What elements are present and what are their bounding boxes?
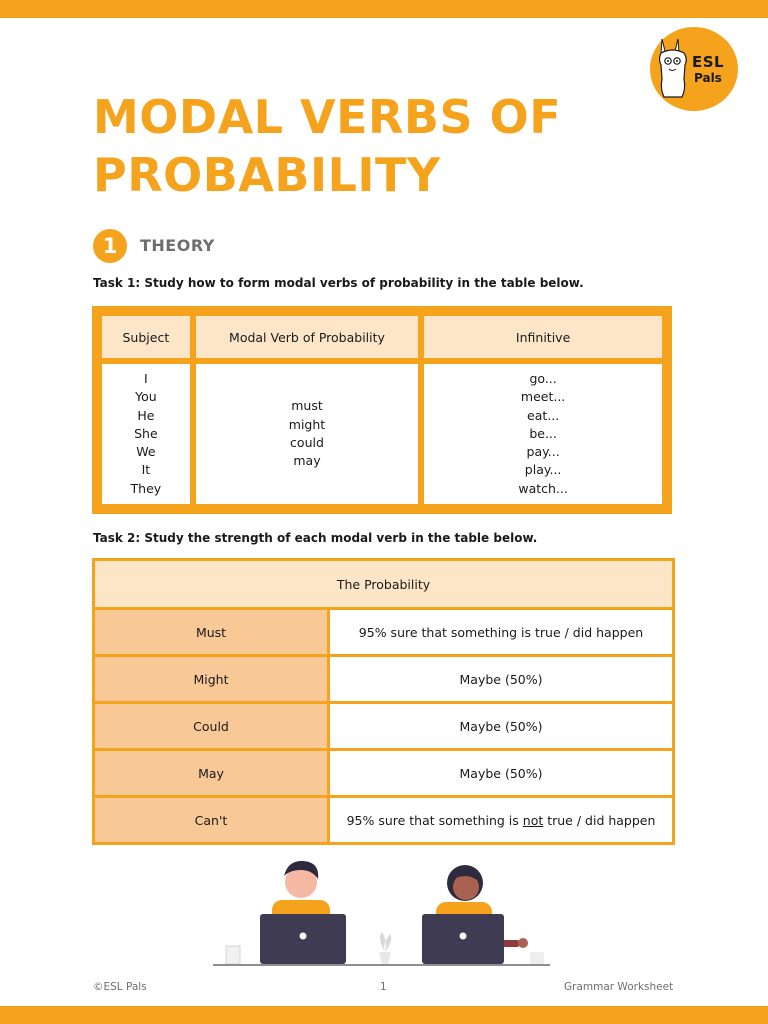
table-header-row [95,561,672,610]
verb-meaning: Maybe (50%) [330,751,672,798]
verb-label: Can't [95,798,330,842]
header-infinitive: Infinitive [424,316,662,358]
verb-meaning: 95% sure that something is true / did happen [330,610,672,657]
infinitive-item: be... [529,425,557,441]
verb-meaning: Maybe (50%) [330,704,672,751]
students-laptops-illustration [160,852,570,970]
table-header-row [102,316,662,358]
subject-item: She [134,425,158,441]
infinitive-item: meet... [520,389,566,405]
table-body-row [102,364,662,504]
subject-item: It [141,462,151,478]
probability-strength-table [92,558,675,845]
meaning-part: true / did happen [543,812,656,828]
page-title [93,88,613,204]
logo-text-pals: Pals [694,71,722,85]
header-subject: Subject [102,316,190,358]
subject-item: We [136,444,156,460]
verb-meaning: Maybe (50%) [330,657,672,704]
table-row [95,798,672,842]
section-title: THEORY [140,236,215,255]
section-number-badge: 1 [93,229,127,263]
infinitive-item: watch... [518,480,568,496]
esl-pals-logo [650,27,738,111]
subject-item: They [130,480,162,496]
modal-item: could [290,435,324,450]
subject-item: I [144,370,148,386]
infinitive-item: eat... [527,407,560,423]
table-row [95,704,672,751]
table-row [95,751,672,798]
modal-form-table [92,306,672,514]
task1-instruction: Task 1: Study how to form modal verbs of probability in the table below. [93,276,584,290]
verb-label: Could [95,704,330,751]
task2-instruction: Task 2: Study the strength of each modal verb in the table below. [93,531,538,545]
cup [226,946,240,964]
subject-item: You [135,389,157,405]
footer-worksheet-type: Grammar Worksheet [564,981,674,993]
modals-cell [196,364,418,504]
table-row [95,657,672,704]
footer-copyright: ©ESL Pals [93,981,147,993]
header-modal-verb: Modal Verb of Probability [196,316,418,358]
verb-label: Must [95,610,330,657]
infinitive-item: go... [529,370,557,386]
header-probability: The Probability [95,561,672,610]
table-row [95,610,672,657]
infinitive-item: play... [524,462,562,478]
meaning-part: 95% sure that something is [346,812,523,828]
subject-item: He [137,407,155,423]
subjects-cell [102,364,190,504]
llama-icon [656,35,690,101]
bottom-accent-bar [0,1006,768,1024]
modal-item: must [291,398,323,414]
infinitive-item: pay... [526,444,560,460]
modal-item: might [288,416,326,432]
modal-item: may [293,453,321,469]
plant-pot [379,952,391,964]
footer-page-number: 1 [380,981,387,993]
logo-text-esl: ESL [692,53,725,71]
infinitives-cell [424,364,662,504]
verb-label: May [95,751,330,798]
page-title-text: MODAL VERBS OF PROBABILITY [93,90,562,202]
verb-label: Might [95,657,330,704]
top-accent-bar [0,0,768,18]
verb-meaning [330,798,672,842]
meaning-emphasis: not [522,812,544,828]
